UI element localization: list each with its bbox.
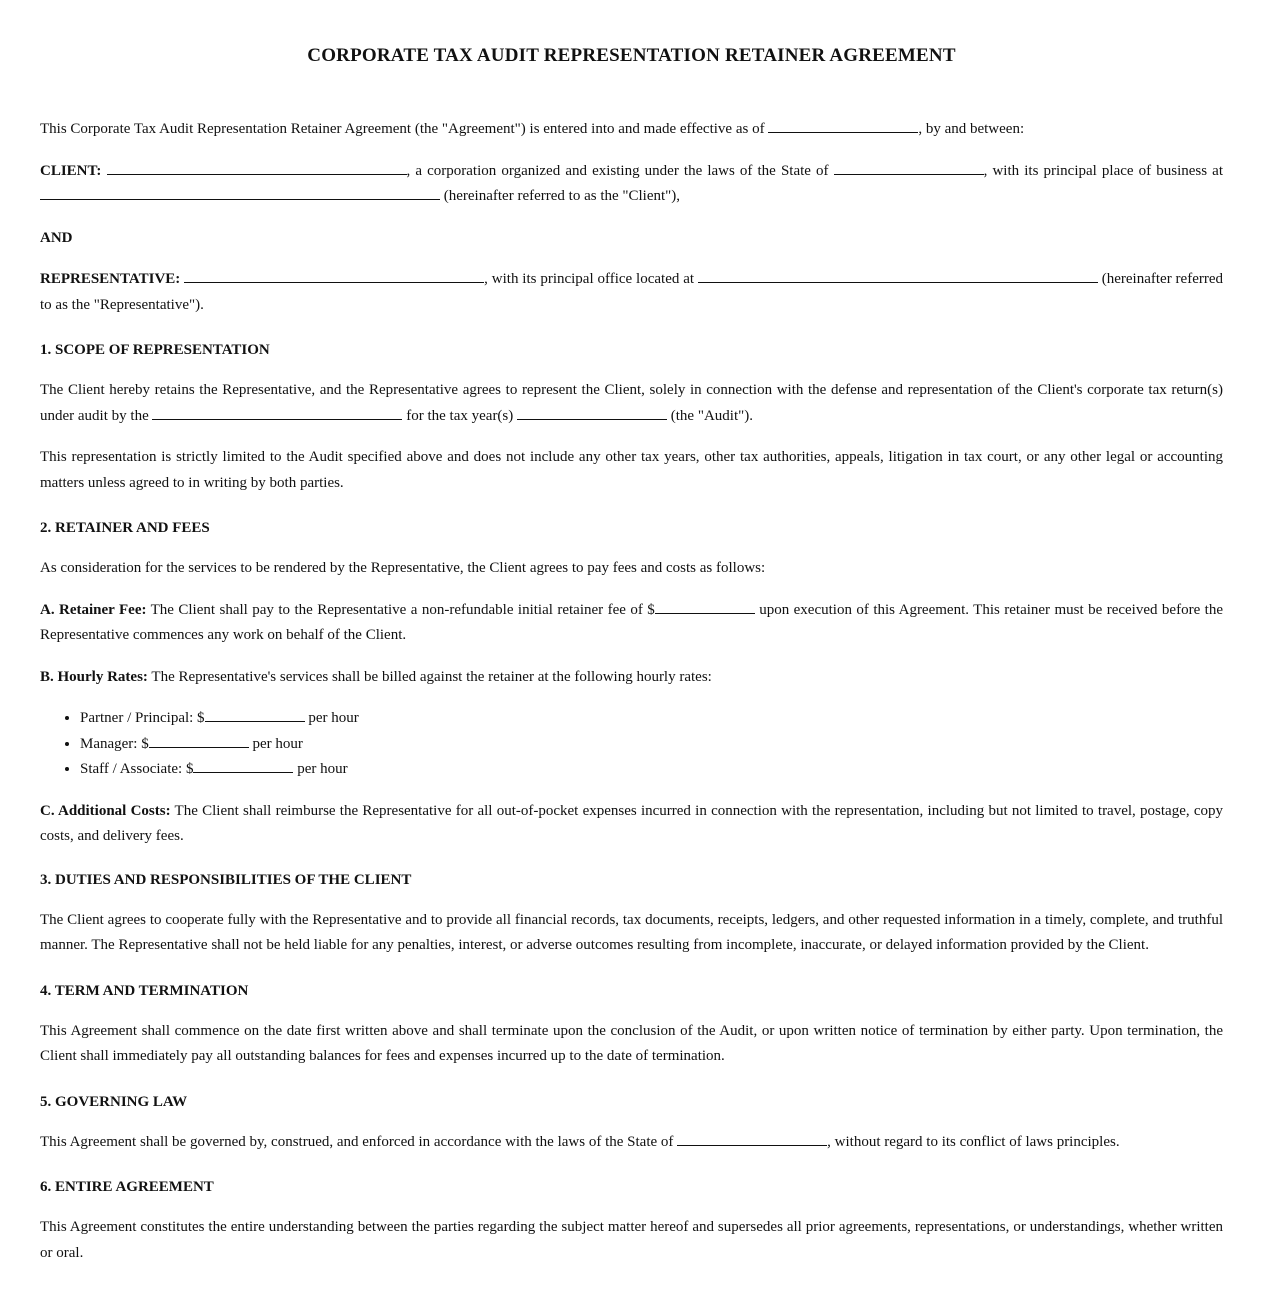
rate-suffix: per hour bbox=[293, 761, 348, 777]
additional-costs-paragraph bbox=[40, 799, 1223, 850]
retainer-fee-text-before: The Client shall pay to the Representative a non-refundable initial retainer fee of $ bbox=[146, 601, 655, 618]
governing-state-blank[interactable] bbox=[677, 1131, 827, 1146]
client-address-blank[interactable] bbox=[40, 185, 440, 200]
client-text-2: , with its principal place of business at bbox=[983, 162, 1224, 179]
manager-rate-blank[interactable] bbox=[149, 733, 249, 748]
section-2-intro: As consideration for the services to be rendered by the Representative, the Client agrees to pay fees and costs as follows: bbox=[40, 560, 766, 576]
rate-suffix: per hour bbox=[304, 710, 359, 726]
client-text-1: , a corporation organized and existing under the laws of the State of bbox=[406, 162, 834, 179]
effective-date-blank[interactable] bbox=[768, 118, 918, 133]
retainer-fee-text-after: upon execution of this Agreement. This retainer must be received before the Representative commences any work on behalf of the Client. bbox=[40, 601, 1223, 643]
s1-text-before: The Client hereby retains the Representative, and the Representative agrees to represent the Client, solely in connection with the defense and representation of the Client's corporate tax return(s) under audit by the bbox=[40, 382, 1223, 424]
section-3-paragraph: The Client agrees to cooperate fully with the Representative and to provide all financial records, tax documents, receipts, ledgers, and other requested information in a timely, complete, and truthful manner. The Representative shall not be held liable for any penalties, interest, or adverse outcomes resulting from incomplete, inaccurate, or delayed information provided by the Client. bbox=[40, 911, 1223, 953]
retainer-fee-paragraph bbox=[40, 598, 1223, 649]
rate-item-manager bbox=[80, 732, 1223, 758]
section-1-paragraph-2: This representation is strictly limited to the Audit specified above and does not include any other tax years, other tax authorities, appeals, litigation in tax court, or any other legal or accounting matters unless agreed to in writing by both parties. bbox=[40, 449, 1223, 491]
rate-item-staff bbox=[80, 757, 1223, 783]
representative-text-1: , with its principal office located at bbox=[484, 271, 698, 287]
representative-paragraph bbox=[40, 267, 1223, 318]
retainer-amount-blank[interactable] bbox=[655, 599, 755, 614]
intro-text-after: , by and between: bbox=[918, 121, 1025, 137]
s5-text-after: , without regard to its conflict of laws principles. bbox=[827, 1133, 1120, 1150]
section-1-heading: 1. SCOPE OF REPRESENTATION bbox=[40, 342, 270, 358]
s5-text-before: This Agreement shall be governed by, construed, and enforced in accordance with the laws of the State of bbox=[40, 1133, 678, 1150]
intro-paragraph bbox=[40, 117, 1223, 143]
section-6-paragraph: This Agreement constitutes the entire understanding between the parties regarding the subject matter hereof and supersedes all prior agreements, representations, or understandings, whether written or oral. bbox=[40, 1219, 1223, 1261]
section-5-heading: 5. GOVERNING LAW bbox=[40, 1093, 188, 1110]
hourly-rates-text: The Representative's services shall be billed against the retainer at the following hourly rates: bbox=[147, 668, 712, 685]
client-text-3: (hereinafter referred to as the "Client"), bbox=[440, 188, 681, 204]
section-3-heading: 3. DUTIES AND RESPONSIBILITIES OF THE CLIENT bbox=[40, 871, 412, 888]
representative-address-blank[interactable] bbox=[698, 268, 1098, 283]
hourly-rates-paragraph bbox=[40, 665, 1223, 691]
rate-role: Partner / Principal: $ bbox=[80, 710, 205, 726]
rate-item-partner bbox=[80, 706, 1223, 732]
client-paragraph bbox=[40, 159, 1223, 210]
staff-rate-blank[interactable] bbox=[193, 758, 293, 773]
representative-name-blank[interactable] bbox=[184, 268, 484, 283]
additional-costs-label: C. Additional Costs: bbox=[40, 802, 171, 819]
s1-text-after: (the "Audit"). bbox=[667, 407, 753, 424]
s1-text-mid: for the tax year(s) bbox=[402, 407, 518, 424]
retainer-fee-label: A. Retainer Fee: bbox=[40, 601, 147, 618]
client-label: CLIENT: bbox=[40, 162, 102, 179]
document-title: CORPORATE TAX AUDIT REPRESENTATION RETAINER AGREEMENT bbox=[307, 45, 956, 66]
tax-year-blank[interactable] bbox=[517, 405, 667, 420]
section-4-heading: 4. TERM AND TERMINATION bbox=[40, 982, 249, 999]
section-5-paragraph bbox=[40, 1130, 1223, 1156]
hourly-rates-list bbox=[40, 706, 1223, 783]
additional-costs-text: The Client shall reimburse the Representative for all out-of-pocket expenses incurred in connection with the representation, including but not limited to travel, postage, copy costs, and delivery fees. bbox=[40, 802, 1223, 844]
and-label: AND bbox=[40, 229, 73, 246]
hourly-rates-label: B. Hourly Rates: bbox=[40, 668, 148, 685]
intro-text-before: This Corporate Tax Audit Representation Retainer Agreement (the "Agreement") is entered into and made effective as of bbox=[40, 121, 769, 137]
section-1-paragraph-1 bbox=[40, 378, 1223, 429]
rate-suffix: per hour bbox=[248, 735, 303, 752]
section-2-heading: 2. RETAINER AND FEES bbox=[40, 520, 210, 536]
tax-authority-blank[interactable] bbox=[152, 405, 402, 420]
representative-label: REPRESENTATIVE: bbox=[40, 271, 181, 287]
section-4-paragraph: This Agreement shall commence on the date first written above and shall terminate upon the conclusion of the Audit, or upon written notice of termination by either party. Upon termination, the Client shall immediately pay all outstanding balances for fees and expenses incurred up to the date of termination. bbox=[40, 1022, 1223, 1064]
rate-role: Manager: $ bbox=[80, 735, 149, 752]
client-name-blank[interactable] bbox=[107, 160, 407, 175]
rate-role: Staff / Associate: $ bbox=[80, 761, 194, 777]
representative-text-2: (hereinafter referred to as the "Representative"). bbox=[40, 271, 1223, 313]
client-state-blank[interactable] bbox=[834, 160, 984, 175]
partner-rate-blank[interactable] bbox=[205, 707, 305, 722]
section-6-heading: 6. ENTIRE AGREEMENT bbox=[40, 1179, 214, 1195]
